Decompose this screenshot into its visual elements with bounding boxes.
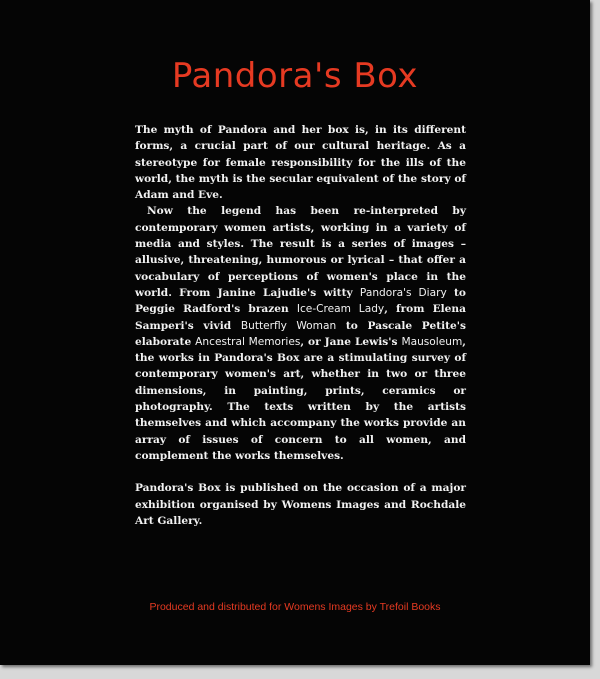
artwork-title: Ancestral Memories xyxy=(195,335,301,348)
blurb-paragraph-3: Pandora's Box is published on the occasion of a major exhibition organised by Womens Images and Rochdale Art Gallery. xyxy=(135,482,466,527)
blurb xyxy=(135,122,466,529)
text-segment: , the works in Pandora's Box are a stimulating survey of contemporary women's art, whether in two or three dimensions, in painting, prints, ceramics or photography. The texts written by the artists themselves and which accompany the works provide an array of issues of concern to all women, and complement the works themselves. xyxy=(135,335,466,462)
artwork-title: Pandora's Diary xyxy=(359,286,447,299)
text-segment: , or Jane Lewis's xyxy=(300,335,402,348)
text-segment: to Peggie Radford's brazen xyxy=(135,286,466,316)
artwork-title: Ice-Cream Lady xyxy=(296,303,385,316)
text-segment: Now the legend has been re-interpreted by contemporary women artists, working in a variety of media and styles. The result is a series of images – allusive, threatening, humorous or lyrical – that offer a vocabulary of perceptions of women's place in the world. From Janine Lajudie's witty xyxy=(135,205,466,299)
text-segment: to Pascale Petite's elaborate xyxy=(135,319,466,348)
blurb-paragraph-1: The myth of Pandora and her box is, in its different forms, a crucial part of our cultural heritage. As a stereotype for female responsibility for the ills of the world, the myth is the secular equivalent of the story of Adam and Eve. xyxy=(135,124,466,202)
book-title: Pandora's Box xyxy=(171,56,419,96)
blurb-paragraph-2 xyxy=(135,203,466,464)
text-segment: , from Elena Samperi's vivid xyxy=(135,303,466,332)
publisher-credit: Produced and distributed for Womens Images by Trefoil Books xyxy=(149,601,441,613)
artwork-title: Mausoleum xyxy=(401,335,463,348)
artwork-title: Butterfly Woman xyxy=(240,319,337,332)
